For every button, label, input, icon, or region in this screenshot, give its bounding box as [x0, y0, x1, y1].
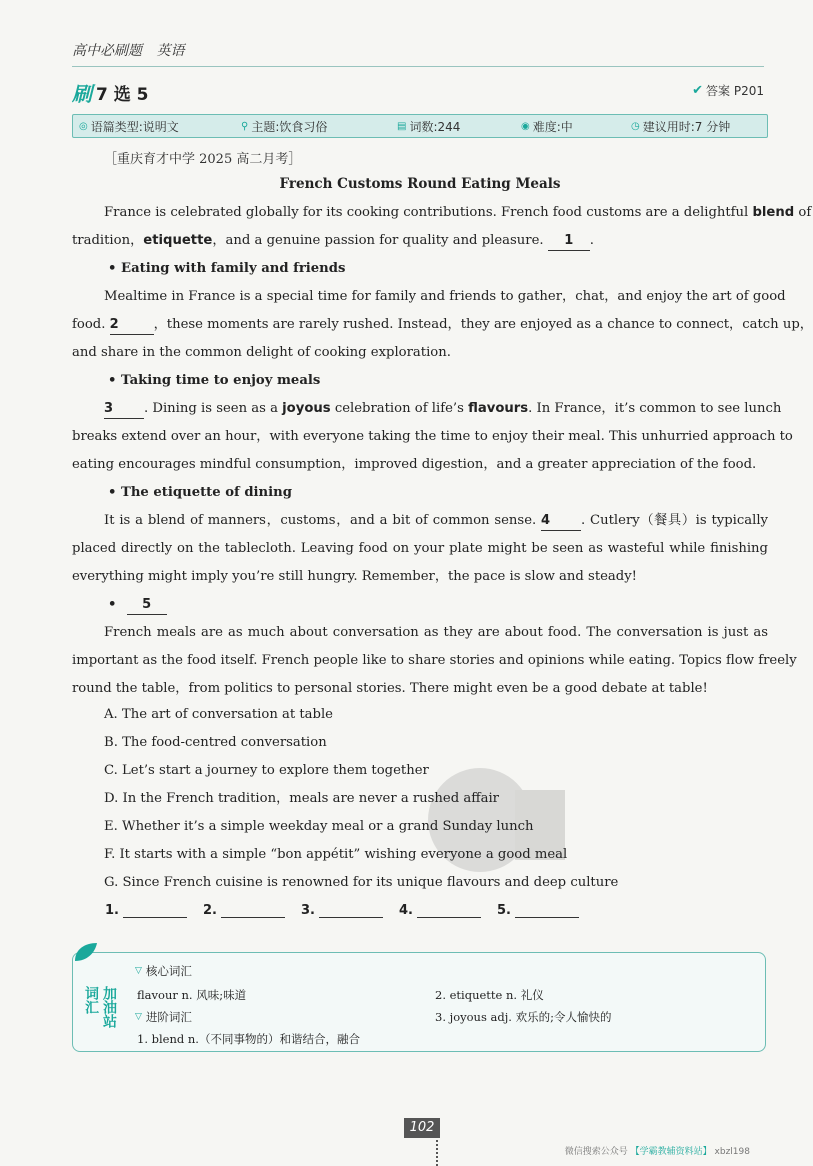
blank-1[interactable]: 1: [548, 232, 590, 251]
p3-line-1: 3 . Dining is seen as a joyous celebration of life’s flavours. In France，it’s common to see lunch: [72, 400, 768, 419]
gauge-icon: ◉: [521, 120, 530, 132]
subject-title: 英语: [156, 43, 185, 59]
vocab-joyous: 3. joyous adj. 欢乐的;令人愉快的: [435, 1010, 612, 1024]
passage-title: French Customs Round Eating Meals: [279, 176, 561, 192]
subheading-2: • Taking time to enjoy meals: [108, 373, 321, 388]
option-e[interactable]: E. Whether it’s a simple weekday meal or a grand Sunday lunch: [104, 819, 534, 834]
answer-slot-2[interactable]: 2.: [203, 903, 285, 918]
info-difficulty: ◉ 难度:中: [521, 119, 573, 134]
blank-3[interactable]: 3: [104, 400, 144, 419]
subheading-3: • The etiquette of dining: [108, 485, 292, 500]
triangle-icon: ▽: [135, 966, 142, 976]
advanced-vocab-heading: ▽ 进阶词汇: [135, 1010, 192, 1024]
p4-line-3: everything might imply you’re still hungry. Remember，the pace is slow and steady!: [72, 569, 637, 584]
vocabulary-box: [72, 952, 766, 1052]
option-d[interactable]: D. In the French tradition，meals are never a rushed affair: [104, 791, 499, 806]
subheading-4: • 5: [72, 596, 768, 615]
blank-4[interactable]: 4: [541, 512, 581, 531]
blank-5[interactable]: 5: [127, 596, 167, 615]
core-vocab-heading: ▽ 核心词汇: [135, 964, 192, 978]
vocab-label-a: 词汇: [83, 986, 99, 1014]
blank-2[interactable]: 2: [110, 316, 154, 335]
option-c[interactable]: C. Let’s start a journey to explore them together: [104, 763, 429, 778]
clock-icon: ◷: [631, 120, 640, 132]
section-heading: [72, 78, 149, 107]
answer-slot-3[interactable]: 3.: [301, 903, 383, 918]
p4-line-2: placed directly on the tablecloth. Leaving food on your plate might be seen as wasteful while finishing: [72, 541, 768, 556]
book-icon: ◎: [79, 120, 88, 132]
option-f[interactable]: F. It starts with a simple “bon appétit” wishing everyone a good meal: [104, 847, 568, 862]
p1-line-1: France is celebrated globally for its cooking contributions. French food customs are a delightful blend of: [104, 205, 812, 220]
option-g[interactable]: G. Since French cuisine is renowned for its unique flavours and deep culture: [104, 875, 619, 890]
vocab-etiquette: 2. etiquette n. 礼仪: [435, 988, 544, 1002]
p5-line-3: round the table，from politics to personal stories. There might even be a good debate at table!: [72, 681, 708, 696]
option-a[interactable]: A. The art of conversation at table: [104, 707, 333, 722]
p1-line-2: tradition，etiquette，and a genuine passion for quality and pleasure. 1 .: [72, 232, 768, 251]
triangle-icon: ▽: [135, 1012, 142, 1022]
footer-note: 微信搜索公众号 【学霸教辅资料站】 xbzl198: [564, 1147, 750, 1157]
info-time: ◷ 建议用时:7 分钟: [631, 119, 731, 134]
answer-slots: [105, 903, 595, 918]
page-number: 102: [404, 1118, 440, 1138]
count-icon: ▤: [397, 120, 407, 132]
answer-slot-1[interactable]: 1.: [105, 903, 187, 918]
search-icon: ⚲: [241, 120, 249, 132]
vocab-label-b: 加油站: [101, 986, 117, 1028]
p2-line-2: food. 2 ，these moments are rarely rushed. Instead，they are enjoyed as a chance to connect，catch up，: [72, 316, 768, 335]
passage-info-bar: [72, 114, 768, 138]
info-topic: ⚲ 主题:饮食习俗: [241, 119, 328, 134]
vocab-side-label: [73, 953, 127, 1051]
p5-line-1: French meals are as much about conversation as they are about food. The conversation is just as: [104, 625, 768, 640]
info-words: ▤ 词数:244: [397, 119, 461, 134]
header-divider: [72, 66, 764, 67]
subheading-1: • Eating with family and friends: [108, 261, 346, 276]
answer-reference: [692, 82, 764, 99]
section-title: 7 选 5: [96, 85, 149, 105]
p4-line-1: It is a blend of manners，customs，and a bit of common sense. 4 . Cutlery（餐具）is typically: [72, 512, 768, 531]
vocab-flavour: flavour n. 风味;味道: [137, 988, 247, 1002]
dotted-divider: [436, 1140, 438, 1166]
source-note: ［重庆育才中学 2025 高二月考］: [104, 152, 302, 167]
brush-icon: 刷: [72, 82, 92, 106]
option-b[interactable]: B. The food-centred conversation: [104, 735, 327, 750]
checkmark-icon: ✔: [692, 83, 704, 98]
answer-slot-4[interactable]: 4.: [399, 903, 481, 918]
answer-page: 答案 P201: [706, 84, 764, 98]
p3-line-3: eating encourages mindful consumption，improved digestion，and a greater appreciation of the food.: [72, 457, 757, 472]
p3-line-2: breaks extend over an hour，with everyone taking the time to enjoy their meal. This unhurried approach to: [72, 429, 793, 444]
answer-slot-5[interactable]: 5.: [497, 903, 579, 918]
running-header: [72, 40, 194, 60]
vocab-blend: 1. blend n.（不同事物的）和谐结合，融合: [137, 1032, 360, 1046]
info-genre: ◎ 语篇类型:说明文: [79, 119, 179, 134]
p2-line-1: Mealtime in France is a special time for family and friends to gather，chat，and enjoy the art of good: [104, 289, 786, 304]
p5-line-2: important as the food itself. French people like to share stories and opinions while eating. Topics flow freely: [72, 653, 797, 668]
book-title: 高中必刷题: [72, 43, 142, 59]
p2-line-3: and share in the common delight of cooking exploration.: [72, 345, 451, 360]
